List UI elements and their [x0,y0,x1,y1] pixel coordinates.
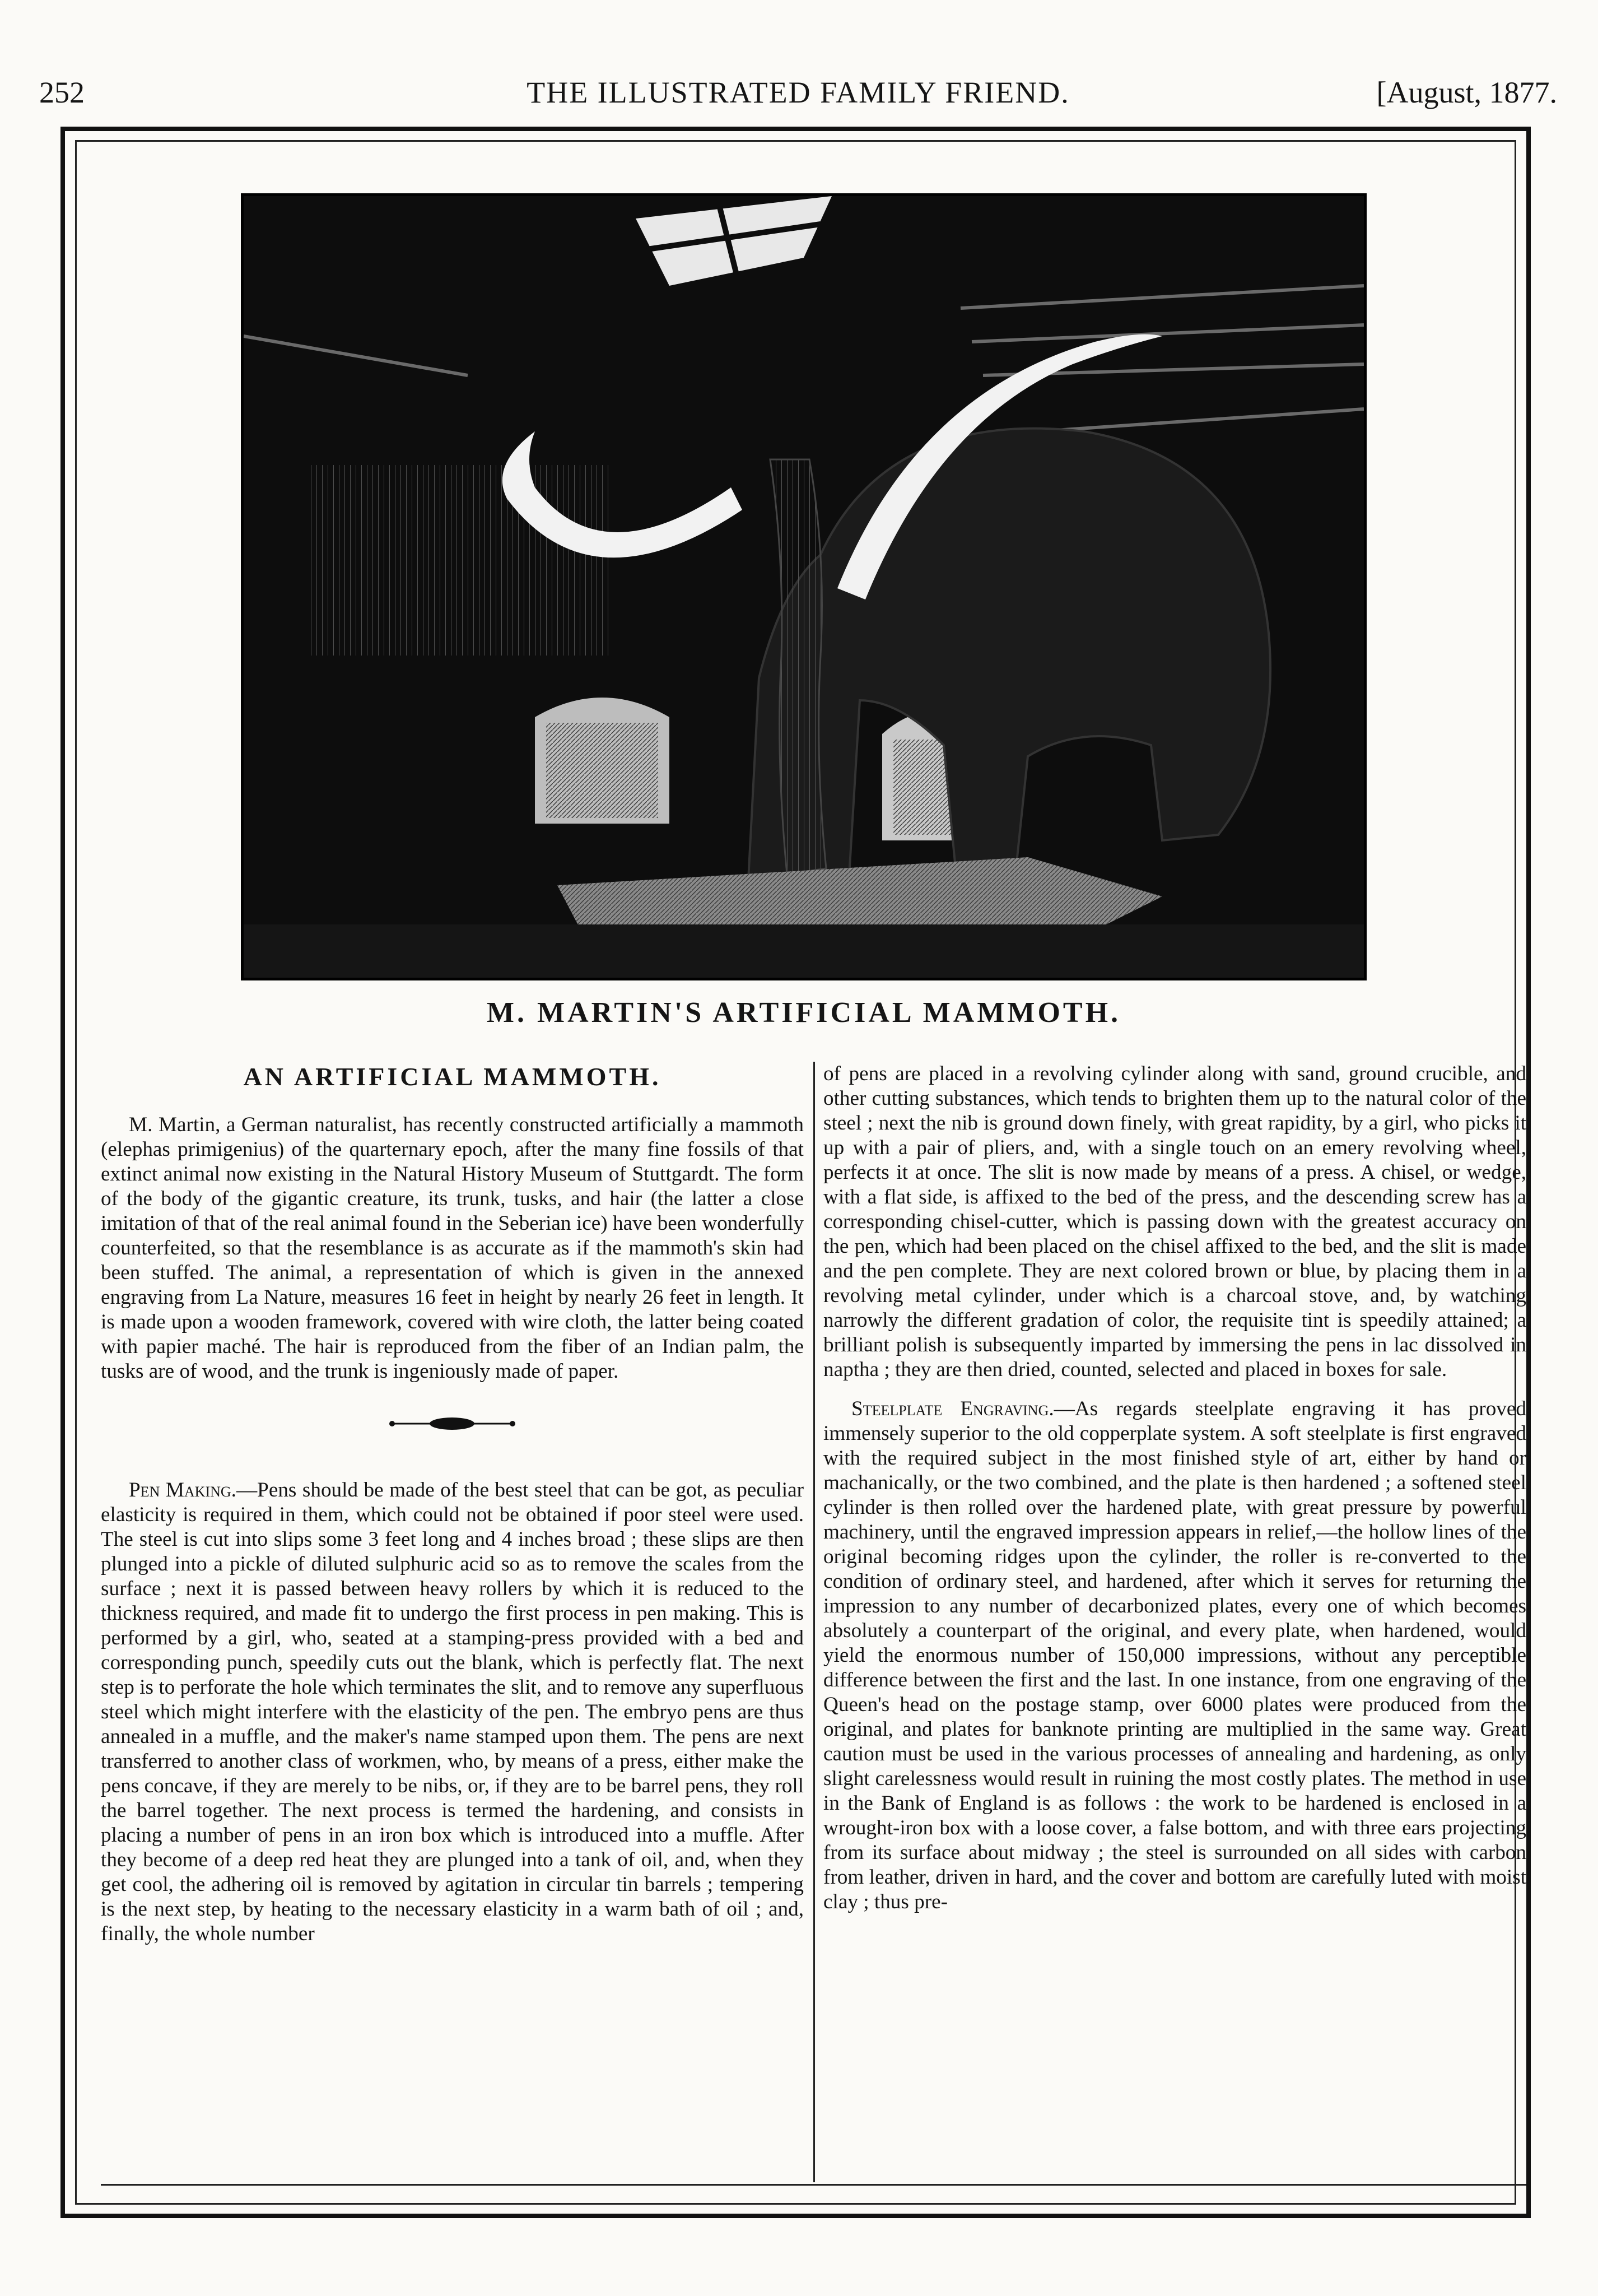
mammoth-engraving [241,193,1367,980]
right-column [823,1062,1526,1914]
bottom-rule [101,2184,1526,2186]
figure-caption: M. MARTIN'S ARTIFICIAL MAMMOTH. [486,997,1121,1029]
pen-making-continuation: of pens are placed in a revolving cylinder along with sand, ground crucible, and other cutting substances, which tends to brighten them up to the natural color of the steel ; next the nib is ground down finely, with great rapidity, by a girl, who picks it up with a pair of pliers, and, with a single touch on an emery revolving wheel, perfects it at once. The slit is now made by means of a press. A chisel, or wedge, with a flat side, is affixed to the bed of the press, and the descending screw has a corresponding chisel-cutter, which is passing down with the greatest accuracy on the pen, which had been placed on the chisel affixed to the bed, and the slit is made and the pen complete. They are next colored brown or blue, by placing them in a revolving metal cylinder, under which is a charcoal stove, and, by watching narrowly the different gradation of color, the requisite tint is speedily attained; a brilliant polish is subsequently imparted by immersing the pens in lac dissolved in naptha ; they are then dried, counted, selected and placed in boxes for sale. [823,1062,1526,1381]
page-number: 252 [39,76,85,109]
left-column [101,1062,804,1946]
ornament-icon [101,1404,804,1443]
steelplate-text: —As regards steelplate engraving it has proved immensely superior to the old copperplate system. A soft steelplate is first engraved with the required subject in the most finished style of art, either by hand or machanically, or the two combined, and the plate is then hardened ; a softened steel cylinder is then rolled over the hardened plate, with great pressure by powerful machinery, until the engraved impression appears in relief,—the hollow lines of the original becoming ridges upon the cylinder, the roller is re-converted to the condition of ordinary steel, and hardened, after which it serves for returning the impression to any number of decarbonized plates, every one of which becomes absolutely a counterpart of the original, and every plate, when hardened, would yield the enormous number of 150,000 impressions, without any perceptible difference between the first and the last. In one instance, from one engraving of the Queen's head on the postage stamp, over 6000 plates were produced from the original, and plates for banknote printing are multiplied in the same way. Great caution must be used in the various processes of annealing and hardening, as only slight carelessness would result in ruining the most costly plates. The method in use in the Bank of England is as follows : the work to be hardened is enclosed in a wrought-iron box with a loose cover, a false bottom, and with three ears projecting from its surface about midway ; the steel is surrounded on all sides with carbon from leather, driven in hard, and the cover and bottom are carefully luted with moist clay ; thus pre- [823,1397,1526,1913]
article-heading-pen-making: Pen Making. [129,1479,236,1502]
mammoth-illustration [244,196,1364,978]
pen-making-text: —Pens should be made of the best steel that can be got, as peculiar elasticity is required in them, which could not be obtained if poor steel were used. The steel is cut into slips some 3 feet long and 4 inches broad ; these slips are then plunged into a pickle of diluted sulphuric acid so as to remove the scales from the surface ; next it is passed between heavy rollers by which it is reduced to the thickness required, and made fit to undergo the first process in pen making. This is performed by a girl, who, seated at a stamping-press provided with a bed and corresponding punch, speedily cuts out the blank, which is perfectly flat. The next step is to perforate the hole which terminates the slit, and to remove any superfluous steel which might interfere with the elasticity of the pen. The embryo pens are thus annealed in a muffle, and the maker's name stamped upon them. The pens are next transferred to another class of workmen, who, by means of a press, either make the pens concave, if they are merely to be nibs, or, if they are to be barrel pens, they roll the barrel together. The next process is termed the hardening, and consists in placing a number of pens in an iron box which is introduced into a muffle. After they become of a deep red heat they are plunged into a tank of oil, and, when they get cool, the adhering oil is removed by agitation in circular tin barrels ; tempering is the next step, by heating to the necessary elasticity in a warm bath of oil ; and, finally, the whole number [101,1479,804,1945]
article-heading-steelplate: Steelplate Engraving. [851,1397,1054,1420]
magazine-title: THE ILLUSTRATED FAMILY FRIEND. [527,76,1070,109]
page-header [39,70,1557,115]
column-divider [813,1062,815,2182]
article-body-steelplate [823,1397,1526,1914]
article-body-pen-making [101,1478,804,1946]
issue-date: [August, 1877. [1376,76,1557,109]
article-body-mammoth: M. Martin, a German naturalist, has recently constructed artificially a mammoth (elephas primigenius) of the quarternary epoch, after the many fine fossils of that extinct animal now existing in the Natural History Museum of Stuttgardt. The form of the body of the gigantic creature, its trunk, tusks, and hair (the latter a close imitation of that of the real animal found in the Seberian ice) have been wonderfully counterfeited, so that the resemblance is as accurate as if the mammoth's skin had been stuffed. The animal, a representation of which is given in the annexed engraving from La Nature, measures 16 feet in height by nearly 26 feet in length. It is made upon a wooden framework, covered with wire cloth, the latter being coated with papier maché. The hair is reproduced from the fiber of an Indian palm, the tusks are of wood, and the trunk is ingeniously made of paper. [101,1113,804,1383]
article-title-mammoth: AN ARTIFICIAL MAMMOTH. [243,1062,661,1091]
section-divider-ornament [101,1404,804,1443]
